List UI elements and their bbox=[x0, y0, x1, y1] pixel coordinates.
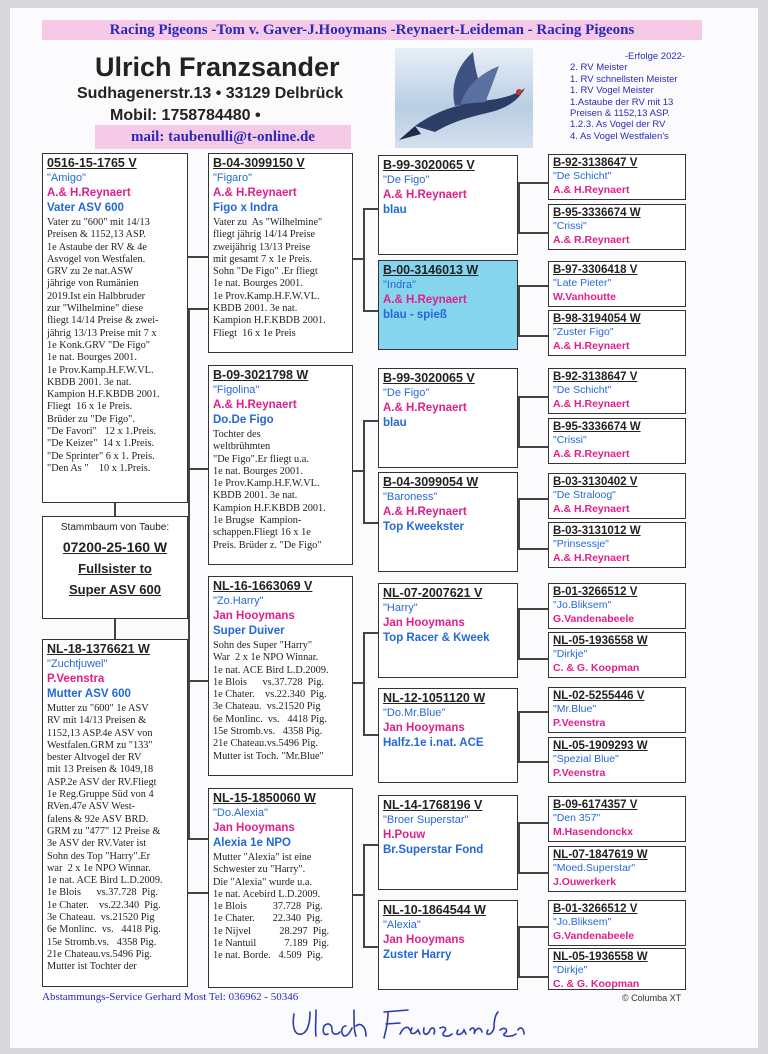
pigeon-info: Top Racer & Kweek bbox=[383, 632, 490, 644]
breeder: A.& H.Reynaert bbox=[553, 398, 630, 410]
breeder: A.& H.Reynaert bbox=[383, 294, 467, 306]
pigeon-info: blau bbox=[383, 204, 407, 216]
ring-number: B-01-3266512 V bbox=[553, 903, 638, 915]
pigeon-info: Zuster Harry bbox=[383, 949, 452, 961]
pigeon-name: "Zuchtjuwel" bbox=[47, 658, 108, 670]
pigeon-photo bbox=[395, 48, 533, 148]
owner-email: mail: taubenulli@t-online.de bbox=[95, 125, 351, 149]
owner-mobile: Mobil: 1758784480 • bbox=[110, 107, 261, 124]
pigeon-name: "Late Pieter" bbox=[553, 277, 612, 289]
pigeon-description: Vater zu As "Wilhelmine" fliegt jährig 14/14 Preise zweijährig 13/13 Preise mit gesamt 7 x 1e Preis. Sohn "De Figo" .Er fliegt 1e nat. Bourges 2001. 1e Prov.Kamp.H.F.W.VL. KBDB 2001. 3e nat. Kampion H.F.KBDB 2001. Fliegt 16 x 1e Preis bbox=[213, 217, 326, 339]
breeder: A.& H.Reynaert bbox=[553, 184, 630, 196]
ring-number: NL-07-1847619 W bbox=[553, 849, 648, 861]
pigeon-box-sire bbox=[42, 153, 188, 503]
ring-number: NL-05-1936558 W bbox=[553, 635, 648, 647]
flying-pigeon-icon bbox=[395, 48, 533, 148]
pigeon-name: "Figaro" bbox=[213, 172, 252, 184]
pigeon-box bbox=[548, 846, 686, 892]
pigeon-description: Vater zu "600" mit 14/13 Preisen & 1152,13 ASP. 1e Astaube der RV & 4e Asvogel von Westfalen. GRV zu 2e nat.ASW jährige von Rumänien 2019.Ist ein Halbbruder zur "Wilhelmine" diese fliegt 14/14 Preise & zwei- jährig 13/13 Preise mit 7 x 1e Konk.GRV "De Figo" 1e nat. Bourges 2001. 1e Prov.Kamp.H.F.W.VL. KBDB 2001. 3e nat. Kampion H.F.KBDB 2001. Fliegt 16 x 1e Preis. Brüder zu "De Figo". "De Favori" 12 x 1.Preis. "De Keizer" 14 x 1.Preis. "De Sprinter" 6 x 1. Preis. "Den As " 10 x 1.Preis. bbox=[47, 217, 160, 474]
pigeon-box bbox=[548, 948, 686, 990]
pigeon-name: "Amigo" bbox=[47, 172, 86, 184]
pigeon-name: "Zo.Harry" bbox=[213, 595, 264, 607]
pigeon-name: "Moed.Superstar" bbox=[553, 862, 636, 874]
pigeon-box bbox=[208, 788, 353, 988]
award-line: 2. RV Meister bbox=[570, 62, 628, 74]
pigeon-name: "Alexia" bbox=[383, 919, 421, 931]
pigeon-name: "Zuster Figo" bbox=[553, 326, 614, 338]
ring-number: B-99-3020065 V bbox=[383, 371, 475, 385]
pigeon-box bbox=[548, 687, 686, 733]
ring-number: NL-18-1376621 W bbox=[47, 642, 150, 656]
pigeon-name: "Den 357" bbox=[553, 812, 601, 824]
ring-number: B-01-3266512 V bbox=[553, 586, 638, 598]
pigeon-description: Mutter "Alexia" ist eine Schwester zu "Harry". Die "Alexia" wurde u.a. 1e nat. Acebird L.D.2009. 1e Blois 37.728 Pig. 1e Chater. 22.340 Pig. 1e Nijvel 28.297 Pig. 1e Nantuil 7.189 Pig. 1e nat. Borde. 4.509 Pig. bbox=[213, 852, 330, 962]
ring-number: B-97-3306418 V bbox=[553, 264, 638, 276]
pigeon-info: Vater ASV 600 bbox=[47, 202, 124, 214]
breeder: C. & G. Koopman bbox=[553, 978, 640, 990]
pigeon-name: "Broer Superstar" bbox=[383, 814, 469, 826]
breeder: M.Hasendonckx bbox=[553, 826, 633, 838]
pigeon-box bbox=[548, 737, 686, 783]
pigeon-box bbox=[378, 795, 518, 890]
breeder: A.& H.Reynaert bbox=[553, 552, 630, 564]
pigeon-name: "Harry" bbox=[383, 602, 418, 614]
ring-number: NL-02-5255446 V bbox=[553, 690, 645, 702]
pigeon-info: Mutter ASV 600 bbox=[47, 688, 131, 700]
ring-number: B-95-3336674 W bbox=[553, 421, 641, 433]
awards-list bbox=[570, 51, 740, 142]
pigeon-name: "Do.Mr.Blue" bbox=[383, 707, 446, 719]
subject-line1: Fullsister to bbox=[78, 561, 152, 576]
breeder: C. & G. Koopman bbox=[553, 662, 640, 674]
pigeon-name: "Crissi" bbox=[553, 434, 587, 446]
award-line: 4. As Vogel Westfalen's bbox=[570, 130, 669, 142]
breeder: Jan Hooymans bbox=[383, 617, 465, 629]
breeder: A.& R.Reynaert bbox=[553, 234, 630, 246]
breeder: G.Vandenabeele bbox=[553, 930, 635, 942]
breeder: A.& H.Reynaert bbox=[553, 503, 630, 515]
ring-number: NL-05-1909293 W bbox=[553, 740, 648, 752]
pigeon-name: "De Schicht" bbox=[553, 384, 612, 396]
ring-number: B-09-3021798 W bbox=[213, 368, 309, 382]
pigeon-box bbox=[548, 583, 686, 629]
pigeon-info: Br.Superstar Fond bbox=[383, 844, 484, 856]
stammbaum-box bbox=[42, 516, 188, 619]
ring-number: B-00-3146013 W bbox=[383, 263, 479, 277]
pigeon-name: "Jo.Bliksem" bbox=[553, 599, 612, 611]
pigeon-box-dam bbox=[42, 639, 188, 987]
pigeon-box bbox=[208, 365, 353, 565]
breeder: Jan Hooymans bbox=[213, 610, 295, 622]
breeder: J.Ouwerkerk bbox=[553, 876, 617, 888]
pigeon-name: "Baroness" bbox=[383, 491, 438, 503]
ring-number: B-04-3099054 W bbox=[383, 475, 479, 489]
footer-copyright: © Columba XT bbox=[622, 993, 682, 1003]
pigeon-box bbox=[548, 900, 686, 946]
breeder: Jan Hooymans bbox=[213, 822, 295, 834]
ring-number: NL-07-2007621 V bbox=[383, 586, 483, 600]
pigeon-info: Halfz.1e i.nat. ACE bbox=[383, 737, 484, 749]
pigeon-box bbox=[548, 522, 686, 568]
pigeon-box-highlighted bbox=[378, 260, 518, 350]
breeder: Jan Hooymans bbox=[383, 934, 465, 946]
pigeon-box bbox=[548, 418, 686, 464]
ring-number: B-03-3130402 V bbox=[553, 476, 638, 488]
pigeon-box bbox=[548, 154, 686, 200]
pigeon-name: "Do.Alexia" bbox=[213, 807, 268, 819]
breeder: Jan Hooymans bbox=[383, 722, 465, 734]
ring-number: NL-15-1850060 W bbox=[213, 791, 316, 805]
award-line: 1.2.3. As Vogel der RV bbox=[570, 119, 666, 131]
pedigree-sheet bbox=[10, 8, 758, 1048]
subject-line2: Super ASV 600 bbox=[68, 582, 161, 597]
pigeon-name: "Dirkje" bbox=[553, 964, 588, 976]
ring-number: B-09-6174357 V bbox=[553, 799, 638, 811]
ring-number: B-92-3138647 V bbox=[553, 371, 638, 383]
breeder: A.& R.Reynaert bbox=[553, 448, 630, 460]
award-line: 1. RV Vogel Meister bbox=[570, 85, 654, 97]
pigeon-info: blau - spieß bbox=[383, 309, 447, 321]
pigeon-description: Tochter des weltbrühmten "De Figo".Er fliegt u.a. 1e nat. Bourges 2001. 1e Prov.Kamp.H.F.W.VL. KBDB 2001. 3e nat. Kampion H.F.KBDB 2001. 1e Brugse Kampion- schappen.Fliegt 16 x 1e Preis. Brüder z. "De Figo" bbox=[213, 429, 326, 551]
pigeon-box bbox=[378, 472, 518, 572]
header-banner: Racing Pigeons -Tom v. Gaver-J.Hooymans -Reynaert-Leideman - Racing Pigeons bbox=[42, 20, 702, 40]
ring-number: B-03-3131012 W bbox=[553, 525, 641, 537]
breeder: A.& H.Reynaert bbox=[383, 402, 467, 414]
award-line: Preisen & 1152,13 ASP. bbox=[570, 108, 671, 120]
award-line: 1.Astaube der RV mit 13 bbox=[570, 96, 674, 108]
ring-number: NL-14-1768196 V bbox=[383, 798, 483, 812]
ring-number: B-92-3138647 V bbox=[553, 157, 638, 169]
ring-number: NL-10-1864544 W bbox=[383, 903, 486, 917]
pigeon-name: "De Figo" bbox=[383, 387, 430, 399]
ring-number: B-98-3194054 W bbox=[553, 313, 641, 325]
award-line: 1. RV schnellsten Meister bbox=[570, 73, 678, 85]
pigeon-name: "De Straloog" bbox=[553, 489, 616, 501]
pigeon-info: Top Kweekster bbox=[383, 521, 464, 533]
pigeon-box bbox=[378, 900, 518, 990]
handwritten-signature bbox=[288, 1004, 538, 1044]
pigeon-box bbox=[378, 155, 518, 255]
breeder: A.& H.Reynaert bbox=[383, 506, 467, 518]
breeder: A.& H.Reynaert bbox=[383, 189, 467, 201]
pigeon-info: Do.De Figo bbox=[213, 414, 274, 426]
pigeon-name: "De Schicht" bbox=[553, 170, 612, 182]
breeder: A.& H.Reynaert bbox=[553, 340, 630, 352]
pigeon-box bbox=[378, 368, 518, 468]
ring-number: B-95-3336674 W bbox=[553, 207, 641, 219]
owner-address: Sudhagenerstr.13 • 33129 Delbrück bbox=[77, 85, 344, 102]
pigeon-box bbox=[208, 153, 353, 353]
pigeon-description: Sohn des Super "Harry" War 2 x 1e NPO Winnar. 1e nat. ACE Bird L.D.2009. 1e Blois vs.37.728 Pig. 1e Chater. vs.22.340 Pig. 3e Chateau. vs.21520 Pig 6e Monlinc. vs. 4418 Pig. 15e Stromb.vs. 4358 Pig. 21e Chateau.vs.5496 Pig. Mutter ist Toch. "Mr.Blue" bbox=[213, 640, 329, 762]
pigeon-name: "Dirkje" bbox=[553, 648, 588, 660]
breeder: A.& H.Reynaert bbox=[47, 187, 131, 199]
pigeon-info: Figo x Indra bbox=[213, 202, 279, 214]
pigeon-box bbox=[208, 576, 353, 776]
pigeon-info: Super Duiver bbox=[213, 625, 285, 637]
pigeon-name: "Prinsessje" bbox=[553, 538, 609, 550]
footer-service: Abstammungs-Service Gerhard Most Tel: 036962 - 50346 bbox=[42, 991, 299, 1003]
pigeon-box bbox=[548, 796, 686, 842]
pigeon-box bbox=[548, 204, 686, 250]
breeder: G.Vandenabeele bbox=[553, 613, 635, 625]
stammbaum-label: Stammbaum von Taube: bbox=[58, 522, 172, 533]
breeder: A.& H.Reynaert bbox=[213, 187, 297, 199]
ring-number: NL-16-1663069 V bbox=[213, 579, 313, 593]
pigeon-box bbox=[548, 368, 686, 414]
pigeon-name: "Jo.Bliksem" bbox=[553, 916, 612, 928]
subject-ring: 07200-25-160 W bbox=[62, 539, 168, 555]
ring-number: B-04-3099150 V bbox=[213, 156, 305, 170]
pigeon-name: "Spezial Blue" bbox=[553, 753, 619, 765]
ring-number: B-99-3020065 V bbox=[383, 158, 475, 172]
breeder: P.Veenstra bbox=[47, 673, 105, 685]
breeder: W.Vanhoutte bbox=[553, 291, 616, 303]
pigeon-name: "Crissi" bbox=[553, 220, 587, 232]
pigeon-box bbox=[548, 632, 686, 678]
pigeon-name: "Indra" bbox=[383, 279, 416, 291]
owner-name: Ulrich Franzsander bbox=[95, 52, 340, 82]
pigeon-box bbox=[548, 473, 686, 519]
ring-number: 0516-15-1765 V bbox=[47, 156, 137, 170]
awards-title: -Erfolge 2022- bbox=[624, 51, 686, 62]
pigeon-name: "De Figo" bbox=[383, 174, 430, 186]
breeder: H.Pouw bbox=[383, 829, 426, 841]
pigeon-name: "Figolina" bbox=[213, 384, 260, 396]
breeder: P.Veenstra bbox=[553, 717, 606, 729]
pigeon-box bbox=[378, 688, 518, 783]
breeder: P.Veenstra bbox=[553, 767, 606, 779]
pigeon-info: Alexia 1e NPO bbox=[213, 837, 291, 849]
pigeon-box bbox=[378, 583, 518, 678]
pigeon-box bbox=[548, 261, 686, 307]
ring-number: NL-05-1936558 W bbox=[553, 951, 648, 963]
pigeon-box bbox=[548, 310, 686, 356]
pigeon-description: Mutter zu "600" 1e ASV RV mit 14/13 Preisen & 1152,13 ASP.4e ASV von Westfalen.GRM zu "133" bester Altvogel der RV mit 13 Preisen & 1049,18 ASP.2e ASV der RV.Fliegt 1e Reg.Gruppe Süd von 4 RVen.47e ASV West- falens & 92e ASV BRD. GRM zu "477" 12 Preise & 3e ASV der RV.Vater ist Sohn des Top "Harry".Er war 2 x 1e NPO Winnar. 1e nat. ACE Bird L.D.2009. 1e Blois vs.37.728 Pig. 1e Chater. vs.22.340 Pig. 3e Chateau. vs.21520 Pig 6e Monlinc. vs. 4418 Pig. 15e Stromb.vs. 4358 Pig. 21e Chateau.vs.5496 Pig. Mutter ist Tochter der bbox=[47, 703, 163, 973]
pigeon-name: "Mr.Blue" bbox=[553, 703, 597, 715]
pigeon-info: blau bbox=[383, 417, 407, 429]
ring-number: NL-12-1051120 W bbox=[383, 691, 486, 705]
breeder: A.& H.Reynaert bbox=[213, 399, 297, 411]
